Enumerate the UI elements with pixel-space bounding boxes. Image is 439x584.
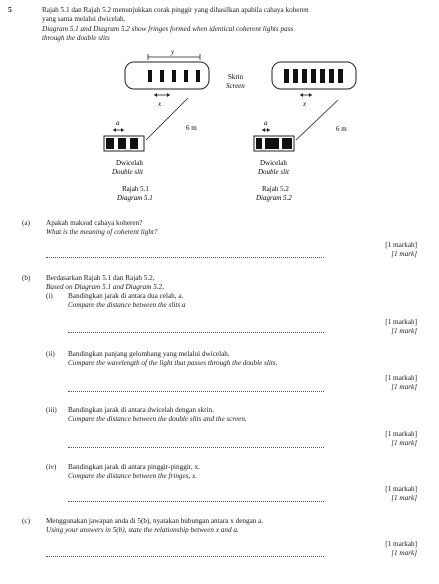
double-slit-diagram-5-2 [254,136,294,151]
label-y: y [171,48,175,56]
double-slit-diagram-5-1 [104,136,144,151]
part-b-i-mark-english: [1 mark] [391,327,417,335]
question-number: 5 [8,5,12,14]
part-b-iv-malay: Bandingkan jarak di antara pinggir-pinggir, x. [68,463,200,471]
double-slit-diagram [0,0,439,220]
part-b-i-english: Compare the distance between the slits a [68,301,186,309]
slit-label-english-1: Double slit [112,168,143,176]
label-a-1: a [116,119,120,127]
label-a-2: a [264,119,268,127]
part-b-ii-mark-malay: [1 markah] [385,374,417,382]
screen-label-malay: Skrin [228,73,244,81]
part-b-english: Based on Diagram 5.1 and Diagram 5.2, [46,283,164,291]
part-b-ii-mark-english: [1 mark] [391,383,417,391]
part-a-mark-english: [1 mark] [391,250,417,258]
distance-label-2: 6 m [336,125,347,133]
part-a-english: What is the meaning of coherent light? [46,228,158,236]
part-a-mark-malay: [1 markah] [385,241,417,249]
part-b-iii-malay: Bandingkan jarak di antara dwicelah dengan skrin. [68,406,214,414]
distance-label-1: 6 m [186,124,197,132]
answer-line-a[interactable] [46,257,324,258]
part-b-label: (b) [22,274,31,282]
caption-malay-5-1: Rajah 5.1 [122,185,149,193]
part-c-english: Using your answers in 5(b), state the relationship between x and a. [46,526,239,534]
part-c-mark-malay: [1 markah] [385,540,417,548]
part-b-malay: Berdasarkan Rajah 5.1 dan Rajah 5.2, [46,274,155,282]
screen-diagram-5-1 [125,62,209,89]
part-b-i-malay: Bandingkan jarak di antara dua celah, a. [68,292,184,300]
intro-english-line2: through the double slits [42,34,110,42]
part-b-ii-label: (ii) [46,350,55,358]
part-c-mark-english: [1 mark] [391,549,417,557]
part-c-malay: Menggunakan jawapan anda di 5(b), nyatakan hubungan antara x dengan a. [46,517,264,525]
intro-english-line1: Diagram 5.1 and Diagram 5.2 show fringes formed when identical coherent lights pass [42,25,294,33]
part-b-iii-mark-english: [1 mark] [391,439,417,447]
answer-line-b-iii[interactable] [68,447,324,448]
answer-line-c[interactable] [46,556,324,557]
answer-line-b-iv[interactable] [68,501,324,502]
part-b-iv-label: (iv) [46,463,57,471]
slit-label-malay-1: Dwicelah [116,159,143,167]
part-b-iv-mark-english: [1 mark] [391,494,417,502]
part-b-ii-english: Compare the wavelength of the light that passes through the double slits. [68,359,278,367]
part-c-label: (c) [22,517,30,525]
label-x-1: x [158,100,162,108]
part-a-label: (a) [22,219,30,227]
part-b-iv-english: Compare the distance between the fringes, x. [68,472,198,480]
part-b-iii-label: (iii) [46,406,57,414]
part-b-iii-mark-malay: [1 markah] [385,430,417,438]
answer-line-b-i[interactable] [68,332,324,333]
slit-label-english-2: Double slit [258,168,289,176]
intro-malay-line2: yang sama melalui dwicelah. [42,15,126,23]
screen-diagram-5-2 [272,62,356,89]
part-b-i-mark-malay: [1 markah] [385,318,417,326]
intro-malay-line1: Rajah 5.1 dan Rajah 5.2 menunjukkan corak pinggir yang dihasilkan apabila cahaya koheren [42,6,309,14]
caption-english-5-2: Diagram 5.2 [256,194,292,202]
label-x-2: x [303,100,307,108]
slit-label-malay-2: Dwicelah [260,159,287,167]
distance-line-1 [146,98,188,140]
caption-malay-5-2: Rajah 5.2 [262,185,289,193]
part-b-ii-malay: Bandingkan panjang gelombang yang melalui dwicelah. [68,350,230,358]
part-a-malay: Apakah maksud cahaya koheren? [46,219,143,227]
caption-english-5-1: Diagram 5.1 [117,194,153,202]
part-b-iii-english: Compare the distance between the double slits and the screen. [68,415,247,423]
part-b-i-label: (i) [46,292,53,300]
part-b-iv-mark-malay: [1 markah] [385,485,417,493]
screen-label-english: Screen [226,82,245,90]
answer-line-b-ii[interactable] [68,391,324,392]
